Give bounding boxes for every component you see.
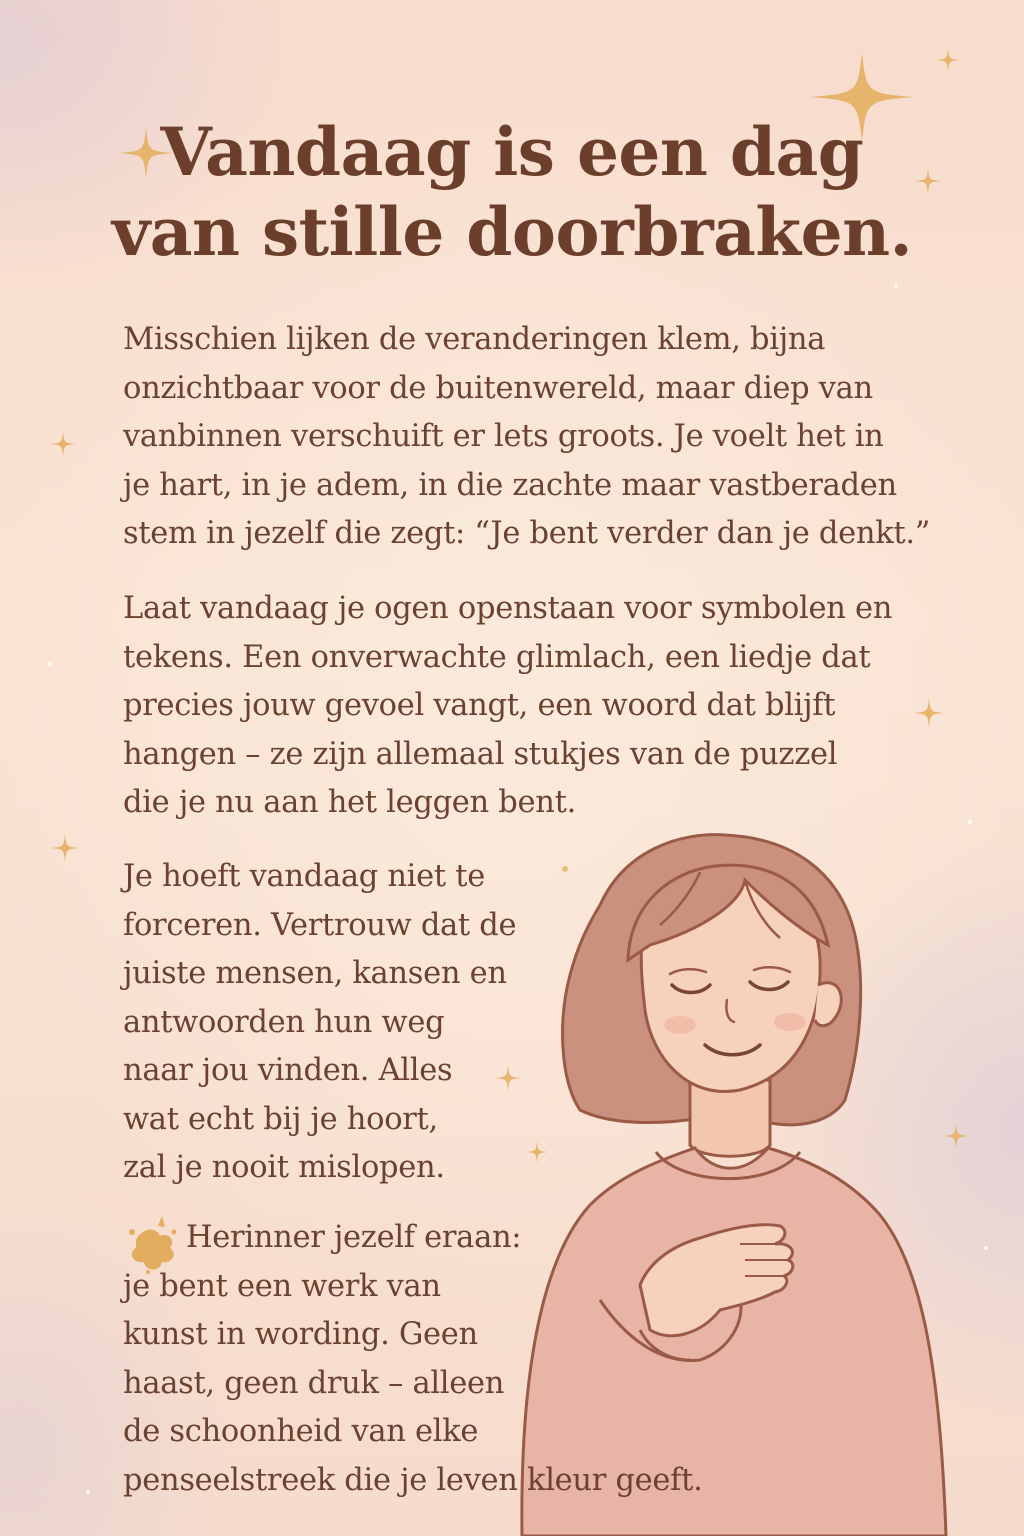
text-line: Herinner jezelf eraan: <box>186 1220 522 1255</box>
text-line: forceren. Vertrouw dat de <box>123 907 517 943</box>
text-line: die je nu aan het leggen bent. <box>123 785 576 820</box>
text-line: de schoonheid van elke <box>123 1414 479 1449</box>
paragraph-reminder <box>123 1214 703 1505</box>
text-line: stem in jezelf die zegt: “Je bent verder dan je denkt.” <box>123 516 931 551</box>
text-line: haast, geen druk – alleen <box>123 1365 505 1401</box>
text-line: wat echt bij je hoort, <box>123 1101 438 1137</box>
text-line: Misschien lijken de veranderingen klem, bijna <box>123 322 826 357</box>
page-title <box>0 112 1024 272</box>
text-line: Laat vandaag je ogen openstaan voor symbolen en <box>123 591 893 626</box>
text-line: kunst in wording. Geen <box>123 1317 478 1352</box>
paragraph-signs <box>123 585 892 828</box>
paragraph-intro <box>123 316 930 559</box>
title-line: Vandaag is een dag <box>160 113 864 191</box>
text-line: antwoorden hun weg <box>123 1004 445 1040</box>
text-line: Je hoeft vandaag niet te <box>123 859 485 894</box>
title-line: van stille doorbraken. <box>111 193 913 271</box>
text-line: vanbinnen verschuift er lets groots. Je voelt het in <box>123 419 884 454</box>
text-line: zal je nooit mislopen. <box>123 1150 445 1185</box>
text-line: juiste mensen, kansen en <box>123 956 507 991</box>
paragraph-trust <box>123 853 516 1193</box>
text-line: hangen – ze zijn allemaal stukjes van de puzzel <box>123 736 838 772</box>
text-line: penseelstreek die je leven kleur geeft. <box>123 1462 703 1498</box>
text-line: precies jouw gevoel vangt, een woord dat blijft <box>123 688 836 723</box>
text-line: tekens. Een onverwachte glimlach, een liedje dat <box>123 639 871 675</box>
text-line: je hart, in je adem, in die zachte maar vastberaden <box>123 467 897 503</box>
text-line: je bent een werk van <box>123 1268 441 1304</box>
text-line: onzichtbaar voor de buitenwereld, maar diep van <box>123 370 873 406</box>
text-line: naar jou vinden. Alles <box>123 1053 453 1088</box>
